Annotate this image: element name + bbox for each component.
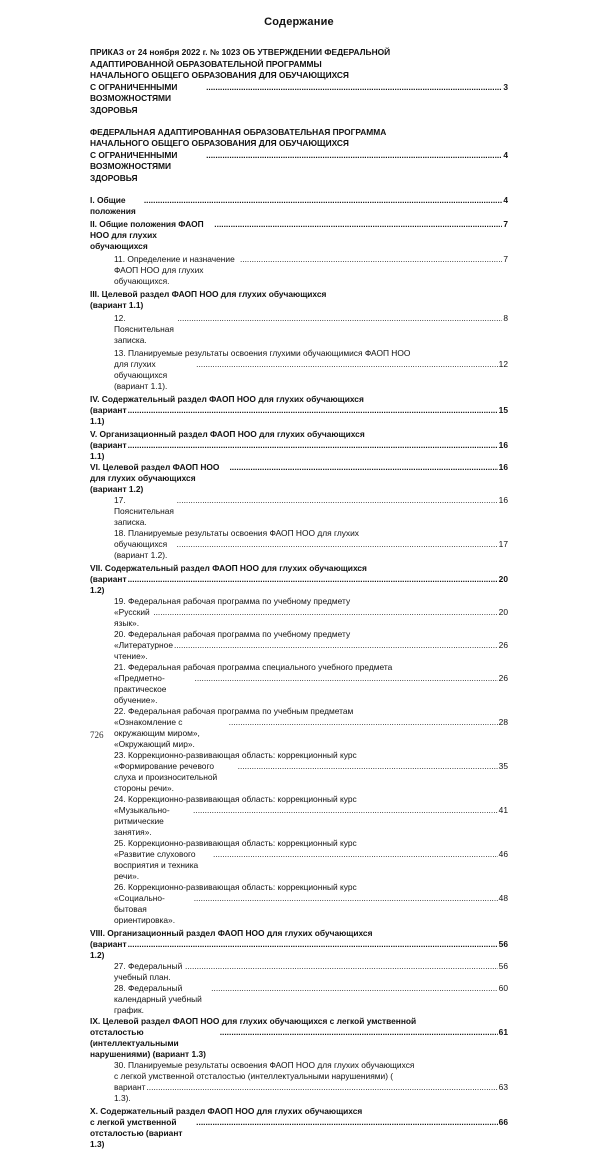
entry-first-lines: VII. Содержательный раздел ФАОП НОО для глухих обучающихся — [90, 562, 367, 573]
entry-first-lines: ПРИКАЗ от 24 ноября 2022 г. № 1023 ОБ УТВЕРЖДЕНИИ ФЕДЕРАЛЬНОЙ АДАПТИРОВАННОЙ ОБРАЗОВАТЕЛЬНОЙ ПРОГРАММЫ НАЧАЛЬНОГО ОБЩЕГО ОБРАЗОВАНИЯ ДЛЯ ОБУЧАЮЩИХСЯ — [90, 47, 391, 81]
leader-dots — [128, 440, 498, 451]
page-number: 61 — [498, 1026, 508, 1037]
entry-last-line: С ОГРАНИЧЕННЫМИ ВОЗМОЖНОСТЯМИ ЗДОРОВЬЯ — [90, 81, 178, 115]
entry-last-line: 17. Пояснительная записка. — [114, 494, 174, 527]
entry-last-line: (вариант 1.2) — [90, 938, 127, 960]
toc-entry-section-9 — [90, 1016, 508, 1060]
entry-last-line: 27. Федеральный учебный план. — [114, 960, 183, 982]
toc-entry-section-4 — [90, 394, 508, 427]
leader-dots — [177, 313, 502, 324]
toc-entry-18 — [90, 528, 508, 561]
page-number: 63 — [498, 1081, 508, 1092]
toc-entry-order — [90, 47, 508, 117]
toc-entry-28 — [90, 983, 508, 1016]
leader-dots — [128, 405, 498, 416]
entry-first-lines: 26. Коррекционно-развивающая область: коррекционный курс — [114, 881, 357, 892]
page-number: 60 — [498, 982, 508, 993]
toc-entry-17 — [90, 495, 508, 528]
entry-first-lines: 30. Планируемые результаты освоения ФАОП НОО для глухих обучающихся с легкой умственной отсталостью (интеллектуальными нарушениями) ( — [114, 1059, 415, 1081]
page-number: 20 — [498, 606, 508, 617]
entry-last-line: I. Общие положения — [90, 194, 136, 216]
entry-first-lines: 20. Федеральная рабочая программа по учебному предмету — [114, 628, 351, 639]
page-number: 46 — [498, 848, 508, 859]
entry-last-line: отсталостью (интеллектуальными нарушениями) (вариант 1.3) — [90, 1026, 206, 1059]
toc-entry-24 — [90, 794, 508, 838]
entry-first-lines: 23. Коррекционно-развивающая область: коррекционный курс — [114, 749, 357, 760]
leader-dots — [128, 939, 498, 950]
toc-entry-26 — [90, 882, 508, 926]
entry-first-lines: IX. Целевой раздел ФАОП НОО для глухих обучающихся с легкой умственной — [90, 1015, 417, 1026]
leader-dots — [229, 462, 497, 473]
leader-dots — [193, 805, 498, 816]
entry-first-lines: 24. Коррекционно-развивающая область: коррекционный курс — [114, 793, 357, 804]
toc-entry-section-8 — [90, 928, 508, 961]
entry-first-lines: III. Целевой раздел ФАОП НОО для глухих обучающихся — [90, 288, 327, 299]
entry-last-line: VI. Целевой раздел ФАОП НОО для глухих обучающихся (вариант 1.2) — [90, 461, 220, 494]
toc-entry-12 — [90, 313, 508, 346]
toc-entry-19 — [90, 596, 508, 629]
toc-entry-section-7 — [90, 563, 508, 596]
entry-first-lines: 13. Планируемые результаты освоения глухими обучающимися ФАОП НОО — [114, 347, 411, 358]
entry-last-line: «Формирование речевого слуха и произносительной стороны речи». — [114, 760, 218, 793]
toc-entry-20 — [90, 629, 508, 662]
leader-dots — [196, 1117, 498, 1128]
toc-entry-11 — [90, 254, 508, 287]
toc-entry-25 — [90, 838, 508, 882]
entry-first-lines: 18. Планируемые результаты освоения ФАОП НОО для глухих — [114, 527, 359, 538]
entry-last-line: «Литературное чтение». — [114, 639, 173, 661]
toc-entry-27 — [90, 961, 508, 983]
leader-dots — [213, 849, 498, 860]
toc-entry-section-6 — [90, 462, 508, 495]
leader-dots — [177, 495, 498, 506]
entry-first-lines: V. Организационный раздел ФАОП НОО для глухих обучающихся — [90, 428, 365, 439]
leader-dots — [206, 150, 502, 162]
leader-dots — [211, 983, 498, 994]
toc-entry-21 — [90, 662, 508, 706]
page-number: 48 — [498, 892, 508, 903]
entry-last-line: «Социально-бытовая ориентировка». — [114, 892, 176, 925]
entry-first-lines: 21. Федеральная рабочая программа специального учебного предмета — [114, 661, 393, 672]
entry-last-line: (вариант 1.1) — [90, 404, 127, 426]
toc-entry-23 — [90, 750, 508, 794]
leader-dots — [214, 219, 502, 230]
entry-first-lines: VIII. Организационный раздел ФАОП НОО для глухих обучающихся — [90, 927, 373, 938]
entry-last-line: «Предметно-практическое обучение». — [114, 672, 167, 705]
entry-last-line: 12. Пояснительная записка. — [114, 312, 174, 345]
page-number: 28 — [498, 716, 508, 727]
entry-last-line: вариант 1.3). — [114, 1081, 146, 1103]
page-number: 7 — [503, 218, 508, 229]
toc-entry-section-1 — [90, 195, 508, 217]
toc-entry-section-2 — [90, 219, 508, 252]
page-title: Содержание — [264, 16, 334, 28]
entry-first-lines: X. Содержательный раздел ФАОП НОО для глухих обучающихся — [90, 1105, 363, 1116]
page-number: 41 — [498, 804, 508, 815]
page-number: 7 — [503, 253, 508, 264]
page-number: 35 — [498, 760, 508, 771]
entry-first-lines: 22. Федеральная рабочая программа по учебным предметам — [114, 705, 354, 716]
page-number: 26 — [498, 639, 508, 650]
page-number: 16 — [498, 461, 508, 472]
page-number: 4 — [503, 149, 508, 160]
page-number: 56 — [498, 938, 508, 949]
entry-last-line: (вариант 1.2) — [90, 573, 127, 595]
entry-first-lines: 25. Коррекционно-развивающая область: коррекционный курс — [114, 837, 357, 848]
toc-page — [90, 16, 508, 1150]
entry-last-line: для глухих обучающихся (вариант 1.1). — [114, 358, 168, 391]
page-number: 20 — [498, 573, 508, 584]
entry-last-line: «Развитие слухового восприятия и техника речи». — [114, 848, 199, 881]
entry-last-line: с легкой умственной отсталостью (вариант 1.3) — [90, 1116, 183, 1149]
toc-entry-30 — [90, 1060, 508, 1104]
leader-dots — [153, 607, 497, 618]
entry-last-line: «Ознакомление с окружающим миром», «Окружающий мир». — [114, 716, 200, 749]
entry-last-line: С ОГРАНИЧЕННЫМИ ВОЗМОЖНОСТЯМИ ЗДОРОВЬЯ — [90, 149, 178, 183]
page-number: 66 — [498, 1116, 508, 1127]
entry-last-line: «Музыкально-ритмические занятия». — [114, 804, 170, 837]
entry-last-line: «Русский язык». — [114, 606, 150, 628]
entry-last-line: (вариант 1.1) — [90, 299, 144, 310]
leader-dots — [146, 1082, 497, 1093]
leader-dots — [174, 640, 498, 651]
leader-dots — [177, 539, 498, 550]
toc-entry-section-3 — [90, 289, 508, 311]
entry-last-line: 11. Определение и назначение ФАОП НОО для глухих обучающихся. — [114, 253, 235, 286]
leader-dots — [194, 893, 498, 904]
leader-dots — [185, 961, 498, 972]
toc-entry-13 — [90, 348, 508, 392]
leader-dots — [196, 359, 498, 370]
entry-first-lines: ФЕДЕРАЛЬНАЯ АДАПТИРОВАННАЯ ОБРАЗОВАТЕЛЬНАЯ ПРОГРАММА НАЧАЛЬНОГО ОБЩЕГО ОБРАЗОВАНИЯ ДЛЯ ОБУЧАЮЩИХСЯ — [90, 126, 387, 149]
toc-entry-22 — [90, 706, 508, 750]
leader-dots — [128, 574, 498, 585]
leader-dots — [220, 1027, 498, 1038]
leader-dots — [144, 195, 503, 206]
entry-last-line: обучающихся (вариант 1.2). — [114, 538, 168, 560]
entry-first-lines: IV. Содержательный раздел ФАОП НОО для глухих обучающихся — [90, 393, 364, 404]
page-number: 3 — [503, 81, 508, 92]
leader-dots — [195, 673, 498, 684]
page-number: 8 — [503, 312, 508, 323]
page-number: 4 — [503, 194, 508, 205]
toc-entry-program — [90, 127, 508, 185]
leader-dots — [238, 761, 498, 772]
page-number: 16 — [498, 494, 508, 505]
toc-entry-section-10 — [90, 1106, 508, 1150]
page-number: 15 — [498, 404, 508, 415]
entry-last-line: II. Общие положения ФАОП НОО для глухих обучающихся — [90, 218, 204, 251]
entry-last-line: 28. Федеральный календарный учебный график. — [114, 982, 202, 1015]
page-footer-number: 726 — [90, 730, 104, 740]
page-number: 26 — [498, 672, 508, 683]
leader-dots — [240, 254, 502, 265]
entry-first-lines: 19. Федеральная рабочая программа по учебному предмету — [114, 595, 351, 606]
entry-last-line: (вариант 1.1) — [90, 439, 127, 461]
page-number: 16 — [498, 439, 508, 450]
page-number: 56 — [498, 960, 508, 971]
leader-dots — [229, 717, 498, 728]
toc-entry-section-5 — [90, 429, 508, 462]
page-number: 17 — [498, 538, 508, 549]
leader-dots — [206, 82, 502, 94]
page-number: 12 — [498, 358, 508, 369]
